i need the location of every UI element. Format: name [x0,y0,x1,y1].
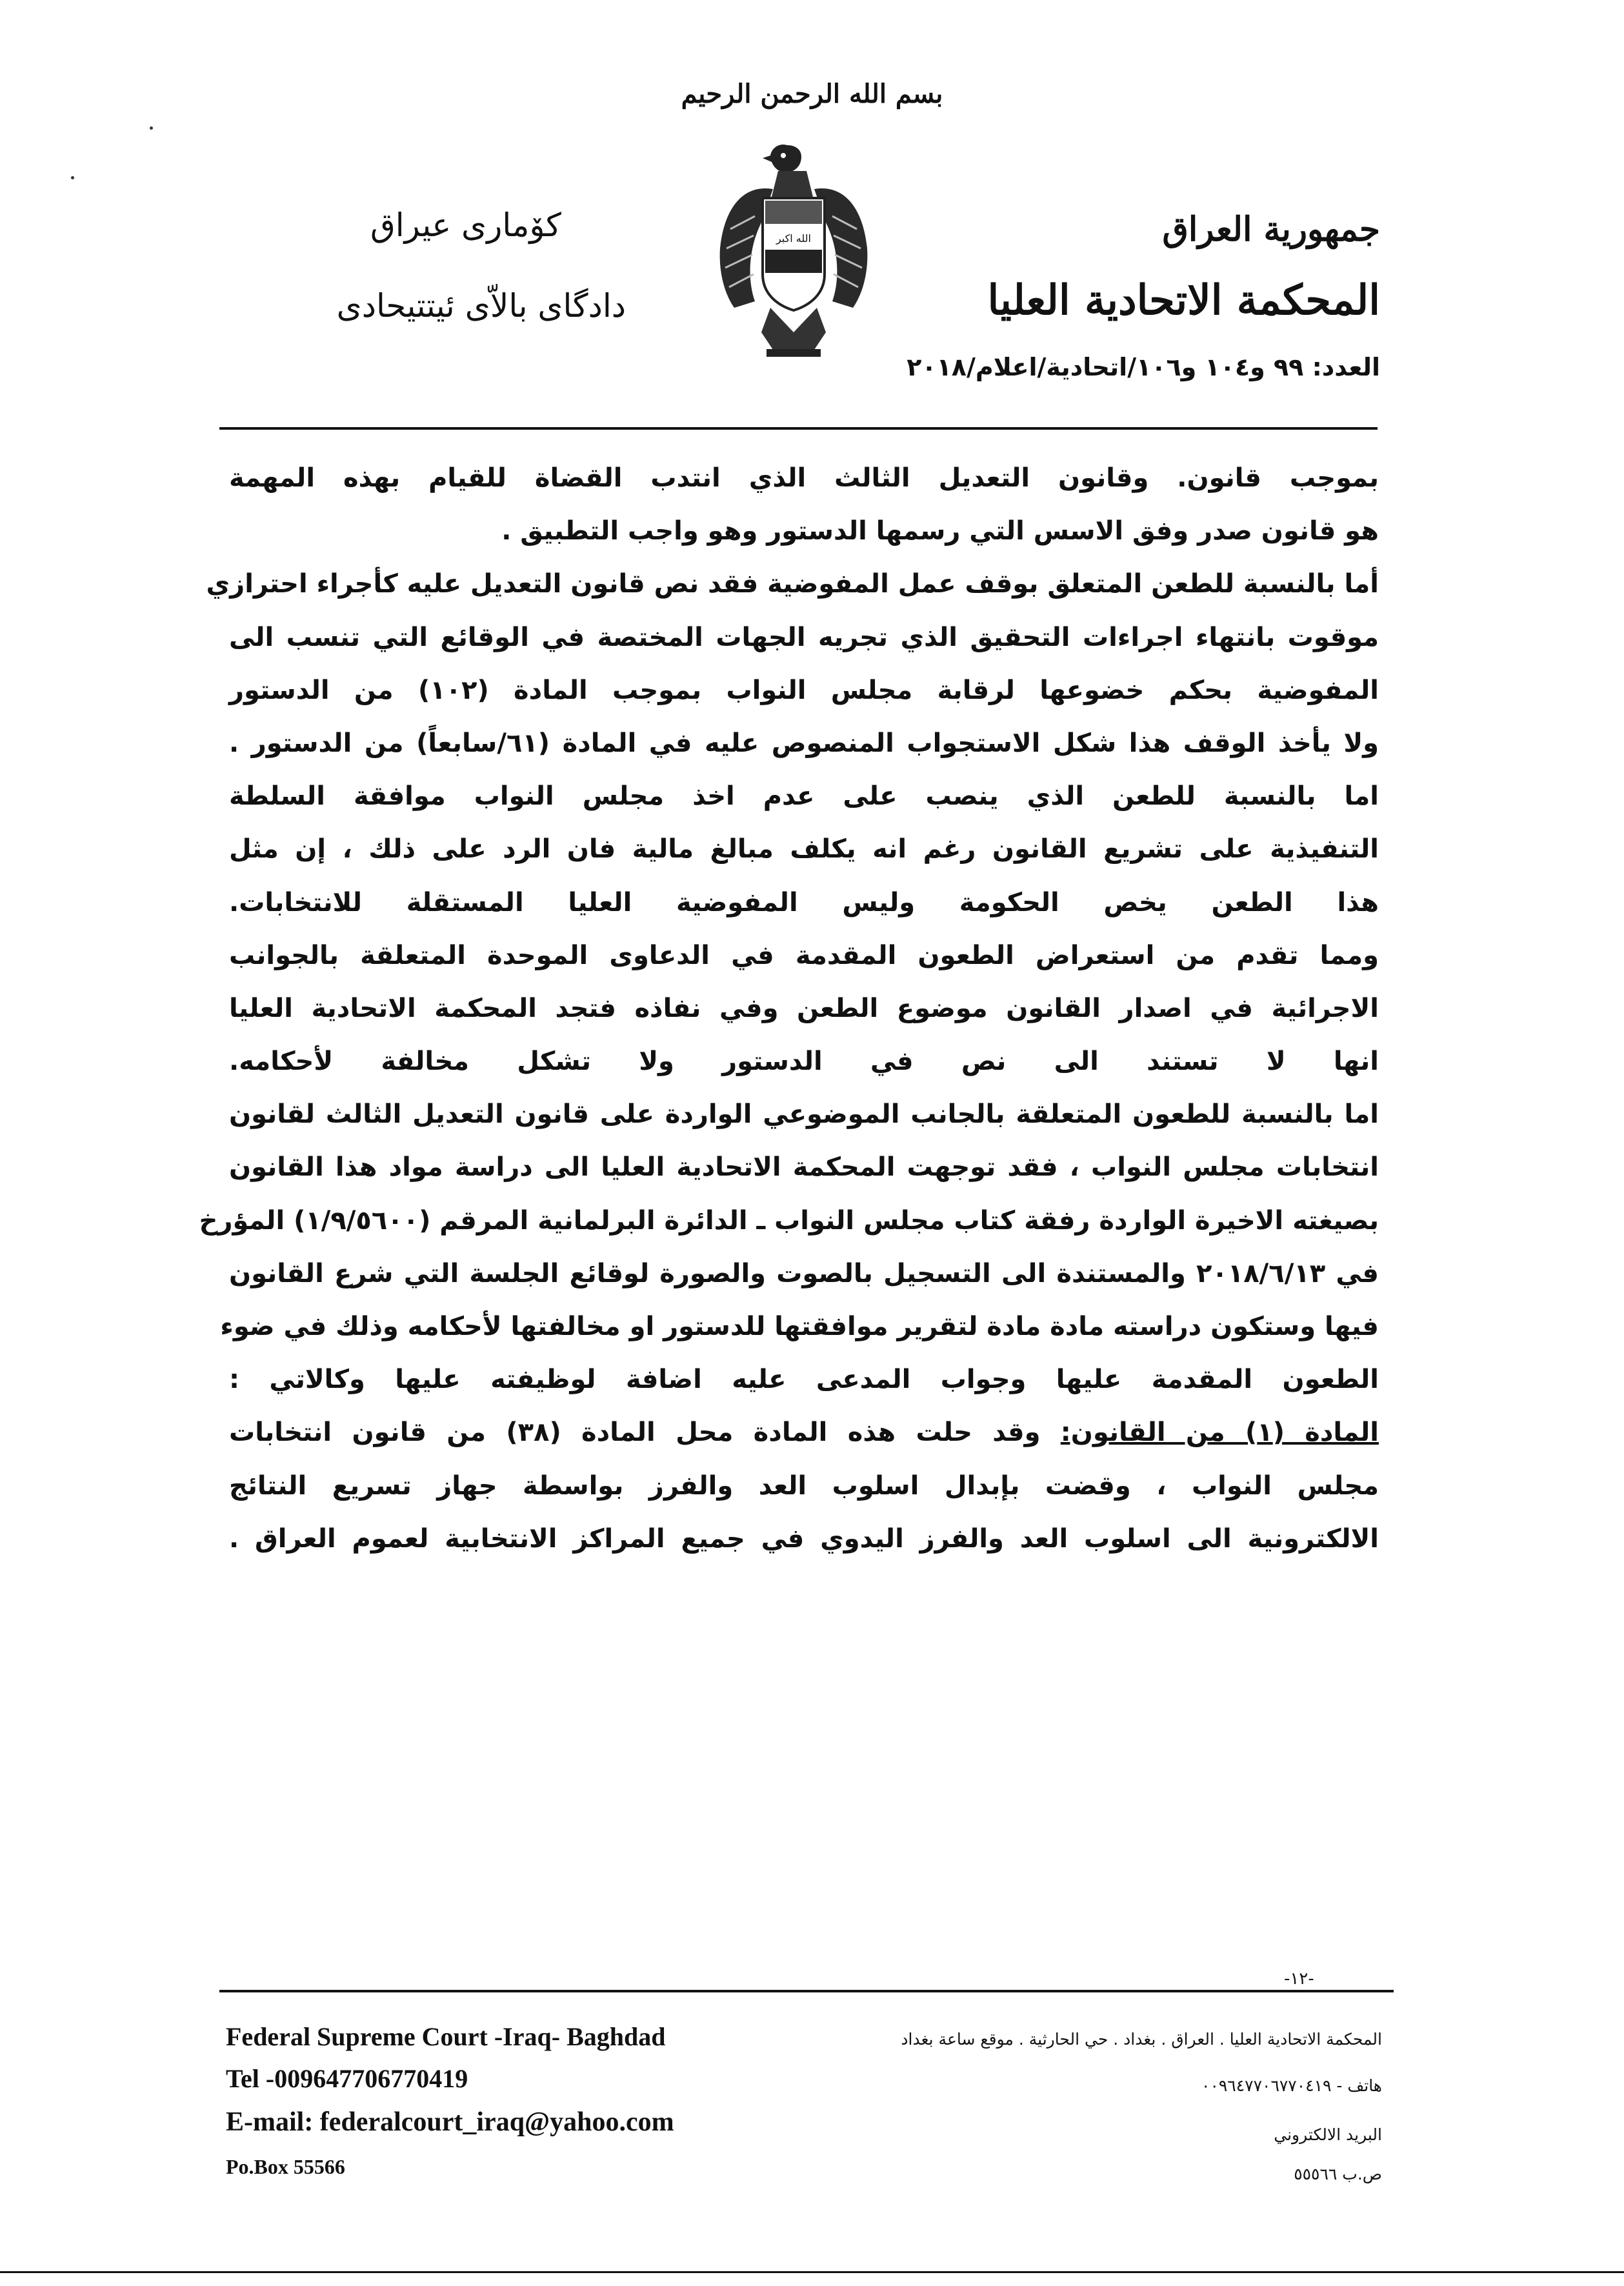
body-line: ومما تقدم من استعراض الطعون المقدمة في الدعاوى الموحدة المتعلقة بالجوانب [229,940,1379,970]
footer-divider [219,1990,1394,1992]
body-line: هذا الطعن يخص الحكومة وليس المفوضية العليا المستقلة للانتخابات. [229,887,1379,917]
body-line: بصيغته الاخيرة الواردة رفقة كتاب مجلس النواب ـ الدائرة البرلمانية المرقم (١/٩/٥٦٠٠) المؤرخ [199,1205,1379,1236]
republic-name: جمهورية العراق [1162,210,1380,249]
body-line: أما بالنسبة للطعن المتعلق بوقف عمل المفوضية فقد نص قانون التعديل عليه كأجراء احترازي [206,569,1379,599]
body-line: مجلس النواب ، وقضت بإبدال اسلوب العد والفرز بواسطة جهاز تسريع النتائج [229,1470,1379,1501]
page-number: -١٢- [1284,1969,1314,1989]
body-line: التنفيذية على تشريع القانون رغم انه يكلف مبالغ مالية فان الرد على ذلك ، إن مثل [229,834,1379,865]
footer-phone-ar: هاتف - ٠٠٩٦٤٧٧٠٦٧٧٠٤١٩ [1201,2076,1382,2095]
speck-mark [71,176,74,179]
footer-pobox-ar: ص.ب ٥٥٥٦٦ [1294,2165,1382,2183]
footer-tel-en: Tel -009647706770419 [226,2064,468,2093]
body-line: ولا يأخذ الوقف هذا شكل الاستجواب المنصوص عليه في المادة (٦١/سابعاً) من الدستور . [229,728,1379,758]
body-line: اما بالنسبة للطعن الذي ينصب على عدم اخذ مجلس النواب موافقة السلطة [229,781,1379,812]
body-line: اما بالنسبة للطعون المتعلقة بالجانب الموضوعي الواردة على قانون التعديل الثالث لقانون [229,1099,1379,1130]
body-line: الطعون المقدمة عليها وجواب المدعى عليه اضافة لوظيفته عليها وكالاتي : [229,1365,1379,1395]
footer-email-label-ar: البريد الالكتروني [1274,2125,1382,2144]
article-line [229,1406,1379,1459]
footer-court-en: Federal Supreme Court -Iraq- Baghdad [226,2022,666,2051]
court-name: المحكمة الاتحادية العليا [987,276,1380,325]
kurdish-republic-name: کۆماری عیراق [370,206,561,244]
basmala: بسم الله الرحمن الرحيم [681,79,943,109]
body-line: هو قانون صدر وفق الاسس التي رسمها الدستور وهو واجب التطبيق . [501,516,1379,546]
article-text: وقد حلت هذه المادة محل المادة (٣٨) من قانون انتخابات [229,1418,1061,1448]
judgment-body [199,452,1379,1565]
footer-email-en: E-mail: federalcourt_iraq@yahoo.com [226,2107,674,2137]
footer-pobox-en: Po.Box 55566 [226,2155,345,2178]
body-line: فيها وستكون دراسته مادة مادة لتقرير موافقتها للدستور او مخالفتها لأحكامه وذلك في ضوء [220,1312,1379,1341]
body-line: انتخابات مجلس النواب ، فقد توجهت المحكمة الاتحادية العليا الى دراسة مواد هذا القانون [229,1152,1379,1183]
footer-address-ar: المحكمة الاتحادية العليا . العراق . بغداد . حي الحارثية . موقع ساعة بغداد [901,2030,1382,2049]
kurdish-court-name: دادگای بالاّی ئیتتیحادی [336,287,626,325]
document-number: العدد: ٩٩ و١٠٤ و١٠٦/اتحادية/اعلام/٢٠١٨ [907,353,1380,381]
body-line: موقوت بانتهاء اجراءات التحقيق الذي تجريه الجهات المختصة في الوقائع التي تنسب الى [229,622,1379,652]
speck-mark [150,126,153,130]
emblem-inscription: الله اكبر [776,232,811,245]
body-line: المفوضية بحكم خضوعها لرقابة مجلس النواب بموجب المادة (١٠٢) من الدستور [229,675,1379,705]
body-line: الالكترونية الى اسلوب العد والفرز اليدوي في جميع المراكز الانتخابية لعموم العراق . [229,1523,1379,1554]
article-label: المادة (١) من القانون: [1060,1418,1379,1448]
header-divider [219,427,1378,430]
body-line: انها لا تستند الى نص في الدستور ولا تشكل مخالفة لأحكامه. [229,1047,1379,1077]
body-line: بموجب قانون. وقانون التعديل الثالث الذي انتدب القضاة للقيام بهذه المهمة [229,463,1379,493]
body-line: في ٢٠١٨/٦/١٣ والمستندة الى التسجيل بالصوت والصورة لوقائع الجلسة التي شرع القانون [229,1258,1379,1288]
iraq-eagle-emblem-icon [716,139,871,361]
body-line: الاجرائية في اصدار القانون موضوع الطعن وفي نفاذه فتجد المحكمة الاتحادية العليا [229,993,1379,1023]
page-bottom-line [0,2271,1624,2273]
